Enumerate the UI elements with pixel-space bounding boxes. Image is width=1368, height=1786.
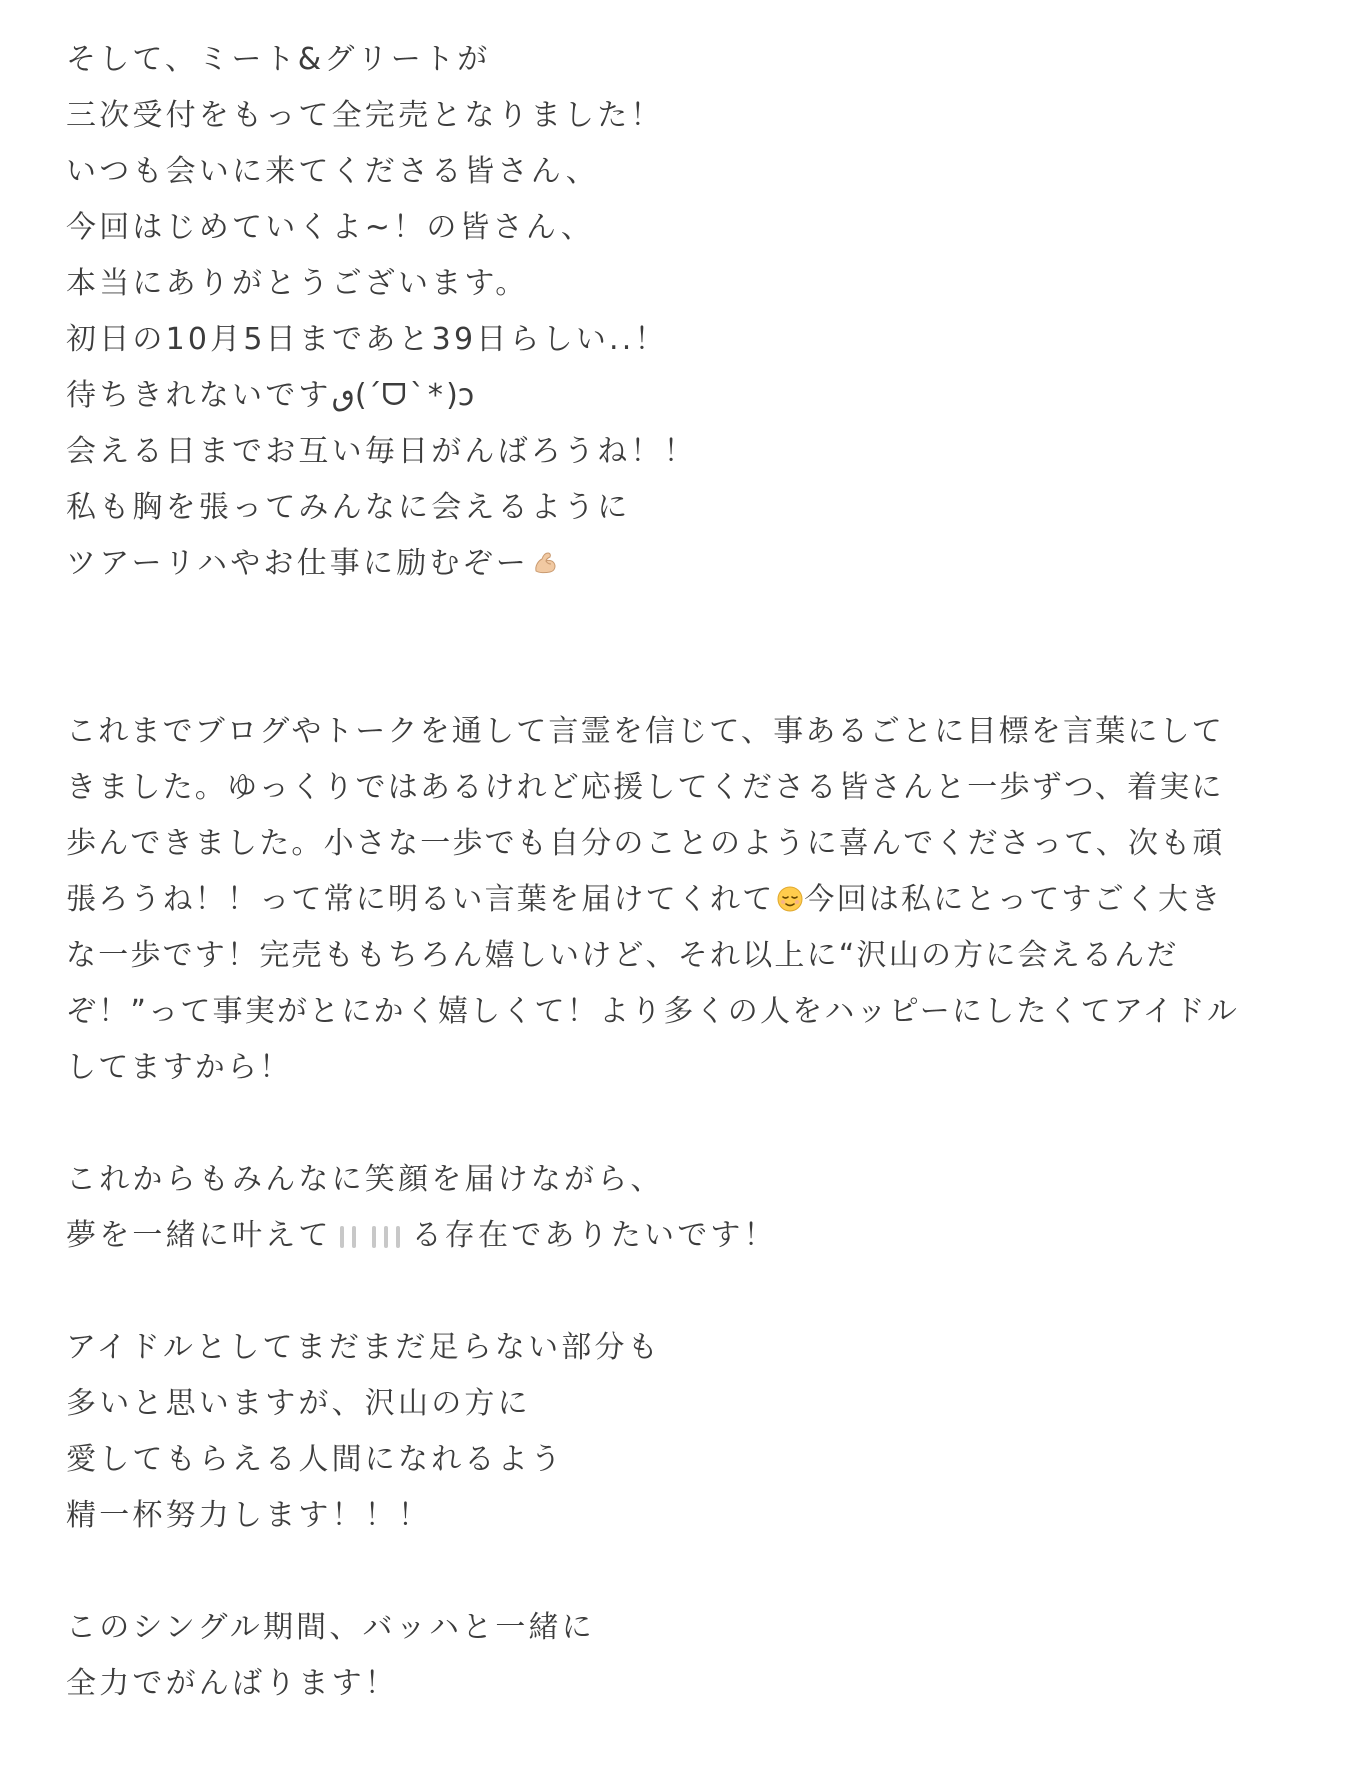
post-line: これからもみんなに笑顔を届けながら、 [66, 1162, 664, 1197]
post-line-text: 今回は私にとってすごく大き [804, 882, 1223, 917]
post-line: きました。ゆっくりではあるけれど応援してくださる皆さんと一歩ずつ、着実に [66, 770, 1224, 805]
post-line: してますから！ [66, 1050, 292, 1085]
post-line: 私も胸を張ってみんなに会えるように [66, 490, 631, 525]
post-line: 待ちきれないですٯ(´ᗜ`*)ↄ [66, 378, 478, 413]
spacer [66, 592, 1336, 704]
relieved-face-icon [776, 885, 804, 913]
post-line: 多いと思いますが、沢山の方に [66, 1386, 531, 1421]
spacer [66, 1544, 1336, 1600]
post-line: 精一杯努力します！！！ [66, 1498, 432, 1533]
post-line: アイドルとしてまだまだ足らない部分も [66, 1330, 661, 1365]
spacer [66, 1096, 1336, 1152]
post-line: 全力でがんばります！ [66, 1666, 398, 1701]
post-line-text: ツアーリハやお仕事に励むぞー [66, 546, 529, 581]
post-line [66, 1208, 1336, 1264]
post-line: 今回はじめていくよ~！の皆さん、 [66, 210, 595, 245]
blog-post-body [66, 32, 1336, 1712]
post-line: 三次受付をもって全完売となりました！ [66, 98, 664, 133]
post-line: そして、ミート&グリートが [66, 42, 491, 77]
post-line: 会える日までお互い毎日がんばろうね！！ [66, 434, 697, 469]
post-line: 初日の10月5日まであと39日らしい..！ [66, 322, 668, 357]
post-line: これまでブログやトークを通して言霊を信じて、事あるごとに目標を言葉にして [66, 714, 1224, 749]
post-line-text: 夢を一緒に叶えて [66, 1218, 332, 1253]
blurred-text [332, 1222, 412, 1250]
post-line: いつも会いに来てくださる皆さん、 [66, 154, 599, 189]
post-line: 歩んできました。小さな一歩でも自分のことのように喜んでくださって、次も頑 [66, 826, 1225, 861]
post-line: な一歩です！完売ももちろん嬉しいけど、それ以上に“沢山の方に会えるんだ [66, 938, 1179, 973]
post-line-text: 張ろうね！！って常に明るい言葉を届けてくれて [66, 882, 775, 917]
post-line [66, 872, 1336, 928]
post-line: ぞ！”って事実がとにかく嬉しくて！より多くの人をハッピーにしたくてアイドル [66, 994, 1240, 1029]
post-line: このシングル期間、バッハと一緒に [66, 1610, 595, 1645]
spacer [66, 1264, 1336, 1320]
post-line [66, 536, 1336, 592]
post-line: 本当にありがとうございます。 [66, 266, 529, 301]
post-line-text: る存在でありたいです！ [411, 1218, 777, 1253]
flexed-biceps-icon [531, 549, 559, 577]
post-line: 愛してもらえる人間になれるよう [66, 1442, 564, 1477]
